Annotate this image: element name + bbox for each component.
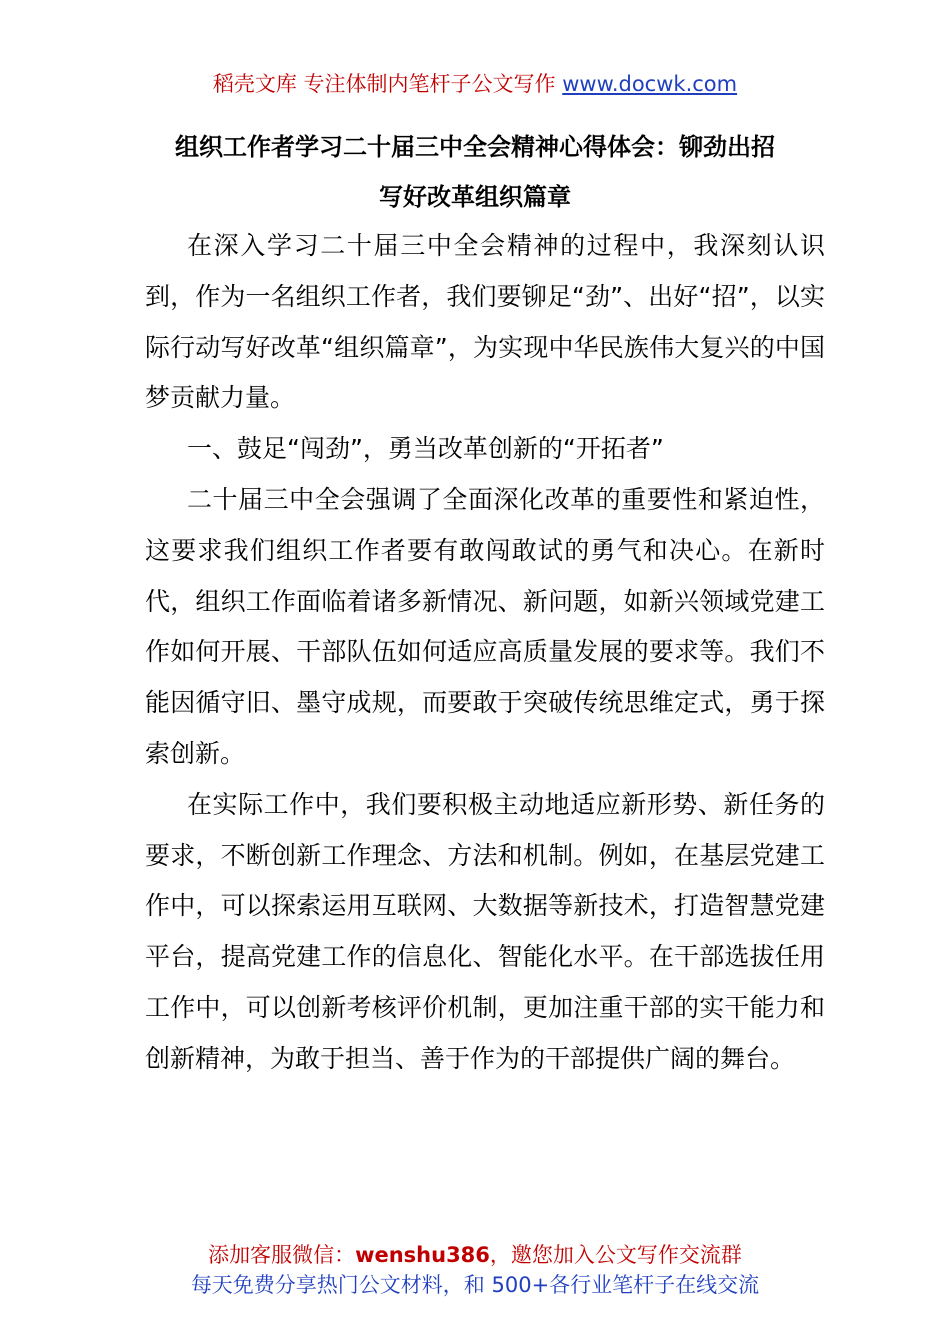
footer-line-1 [0, 1240, 950, 1270]
title-line-2: 写好改革组织篇章 [379, 183, 571, 211]
paragraph-1: 二十届三中全会强调了全面深化改革的重要性和紧迫性，这要求我们组织工作者要有敢闯敢试的勇气和决心。在新时代，组织工作面临着诸多新情况、新问题，如新兴领域党建工作如何开展、干部队伍如何适应高质量发展的要求等。我们不能因循守旧、墨守成规，而要敢于突破传统思维定式，勇于探索创新。 [145, 484, 825, 768]
document-title [120, 122, 830, 222]
wechat-id: wenshu386 [355, 1243, 490, 1267]
header-slogan: 稻壳文库 专注体制内笔杆子公文写作 [212, 72, 563, 96]
paragraph-intro: 在深入学习二十届三中全会精神的过程中，我深刻认识到，作为一名组织工作者，我们要铆足“劲”、出好“招”，以实际行动写好改革“组织篇章”，为实现中华民族伟大复兴的中国梦贡献力量。 [145, 231, 825, 413]
document-body [145, 221, 825, 1085]
footer-prefix: 添加客服微信： [208, 1243, 356, 1267]
title-line-1: 组织工作者学习二十届三中全会精神心得体会：铆劲出招 [175, 133, 775, 161]
promo-footer [0, 1240, 950, 1300]
section-heading-1: 一、鼓足“闯劲”，勇当改革创新的“开拓者” [187, 434, 664, 464]
site-header [0, 68, 950, 100]
footer-line-2: 每天免费分享热门公文材料，和 500+各行业笔杆子在线交流 [190, 1273, 760, 1297]
paragraph-2: 在实际工作中，我们要积极主动地适应新形势、新任务的要求，不断创新工作理念、方法和机制。例如，在基层党建工作中，可以探索运用互联网、大数据等新技术，打造智慧党建平台，提高党建工作的信息化、智能化水平。在干部选拔任用工作中，可以创新考核评价机制，更加注重干部的实干能力和创新精神，为敢于担当、善于作为的干部提供广阔的舞台。 [145, 789, 825, 1073]
footer-suffix: ，邀您加入公文写作交流群 [489, 1243, 742, 1267]
site-link[interactable]: www.docwk.com [562, 72, 738, 96]
